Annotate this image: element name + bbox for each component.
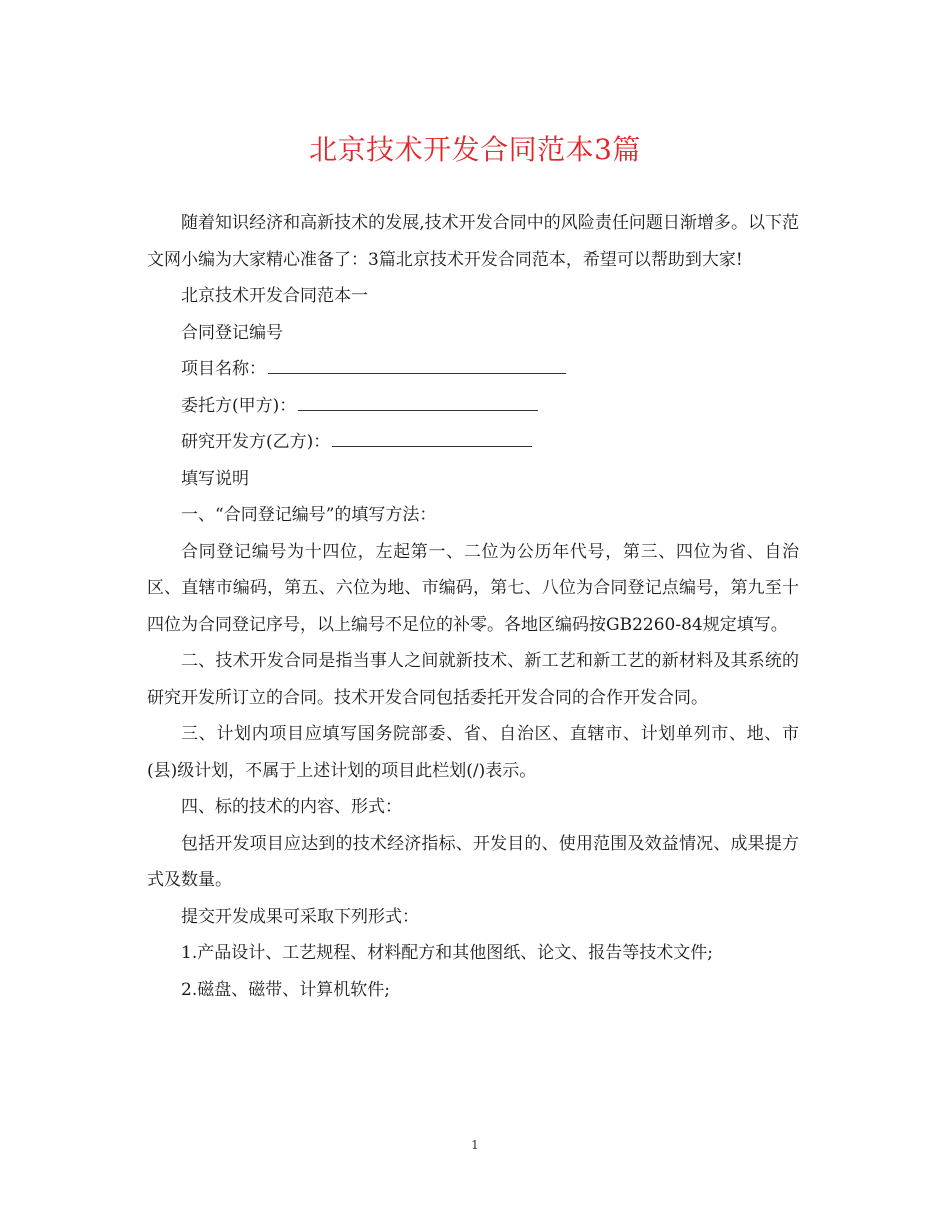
- item2-paragraph: 二、技术开发合同是指当事人之间就新技术、新工艺和新工艺的新材料及其系统的研究开发所订立的合同。技术开发合同包括委托开发合同的合作开发合同。: [147, 651, 799, 708]
- item1-body: 合同登记编号为十四位，左起第一、二位为公历年代号，第三、四位为省、自治区、直辖市编码，第五、六位为地、市编码，第七、八位为合同登记点编号，第九至十四位为合同登记序号，以上编号不足位的补零。各地区编码按GB2260-84规定填写。: [147, 541, 799, 635]
- form-item-1: 1.产品设计、工艺规程、材料配方和其他图纸、论文、报告等技术文件;: [181, 943, 713, 963]
- developer-label: 研究开发方(乙方)：: [181, 432, 331, 452]
- project-name-label: 项目名称：: [181, 359, 266, 379]
- item4-body: 包括开发项目应达到的技术经济指标、开发目的、使用范围及效益情况、成果提方式及数量。: [147, 833, 799, 890]
- page-number: 1: [471, 1138, 479, 1152]
- document-title: 北京技术开发合同范本3篇: [309, 133, 641, 166]
- item3-paragraph: 三、计划内项目应填写国务院部委、省、自治区、直辖市、计划单列市、地、市(县)级计划，不属于上述计划的项目此栏划(/)表示。: [147, 724, 799, 781]
- project-name-blank: [268, 353, 566, 374]
- submit-forms-heading: 提交开发成果可采取下列形式：: [181, 906, 419, 927]
- developer-blank: [332, 426, 532, 447]
- intro-paragraph: 随着知识经济和高新技术的发展,技术开发合同中的风险责任问题日渐增多。以下范文网小编为大家精心准备了：3篇北京技术开发合同范本，希望可以帮助到大家!: [147, 213, 799, 270]
- form-item-2: 2.磁盘、磁带、计算机软件;: [181, 979, 390, 1000]
- section-title: 北京技术开发合同范本一: [181, 286, 368, 306]
- developer-field: [147, 424, 799, 461]
- fill-instructions-heading: 填写说明: [181, 468, 249, 489]
- client-field: [147, 388, 799, 425]
- item4-heading: 四、标的技术的内容、形式：: [181, 797, 402, 817]
- project-name-field: [147, 351, 799, 388]
- item1-heading: 一、“合同登记编号”的填写方法：: [181, 505, 437, 525]
- client-blank: [298, 390, 538, 411]
- document-body: [147, 205, 799, 1008]
- client-label: 委托方(甲方)：: [181, 395, 297, 416]
- registration-number-label: 合同登记编号: [181, 322, 283, 343]
